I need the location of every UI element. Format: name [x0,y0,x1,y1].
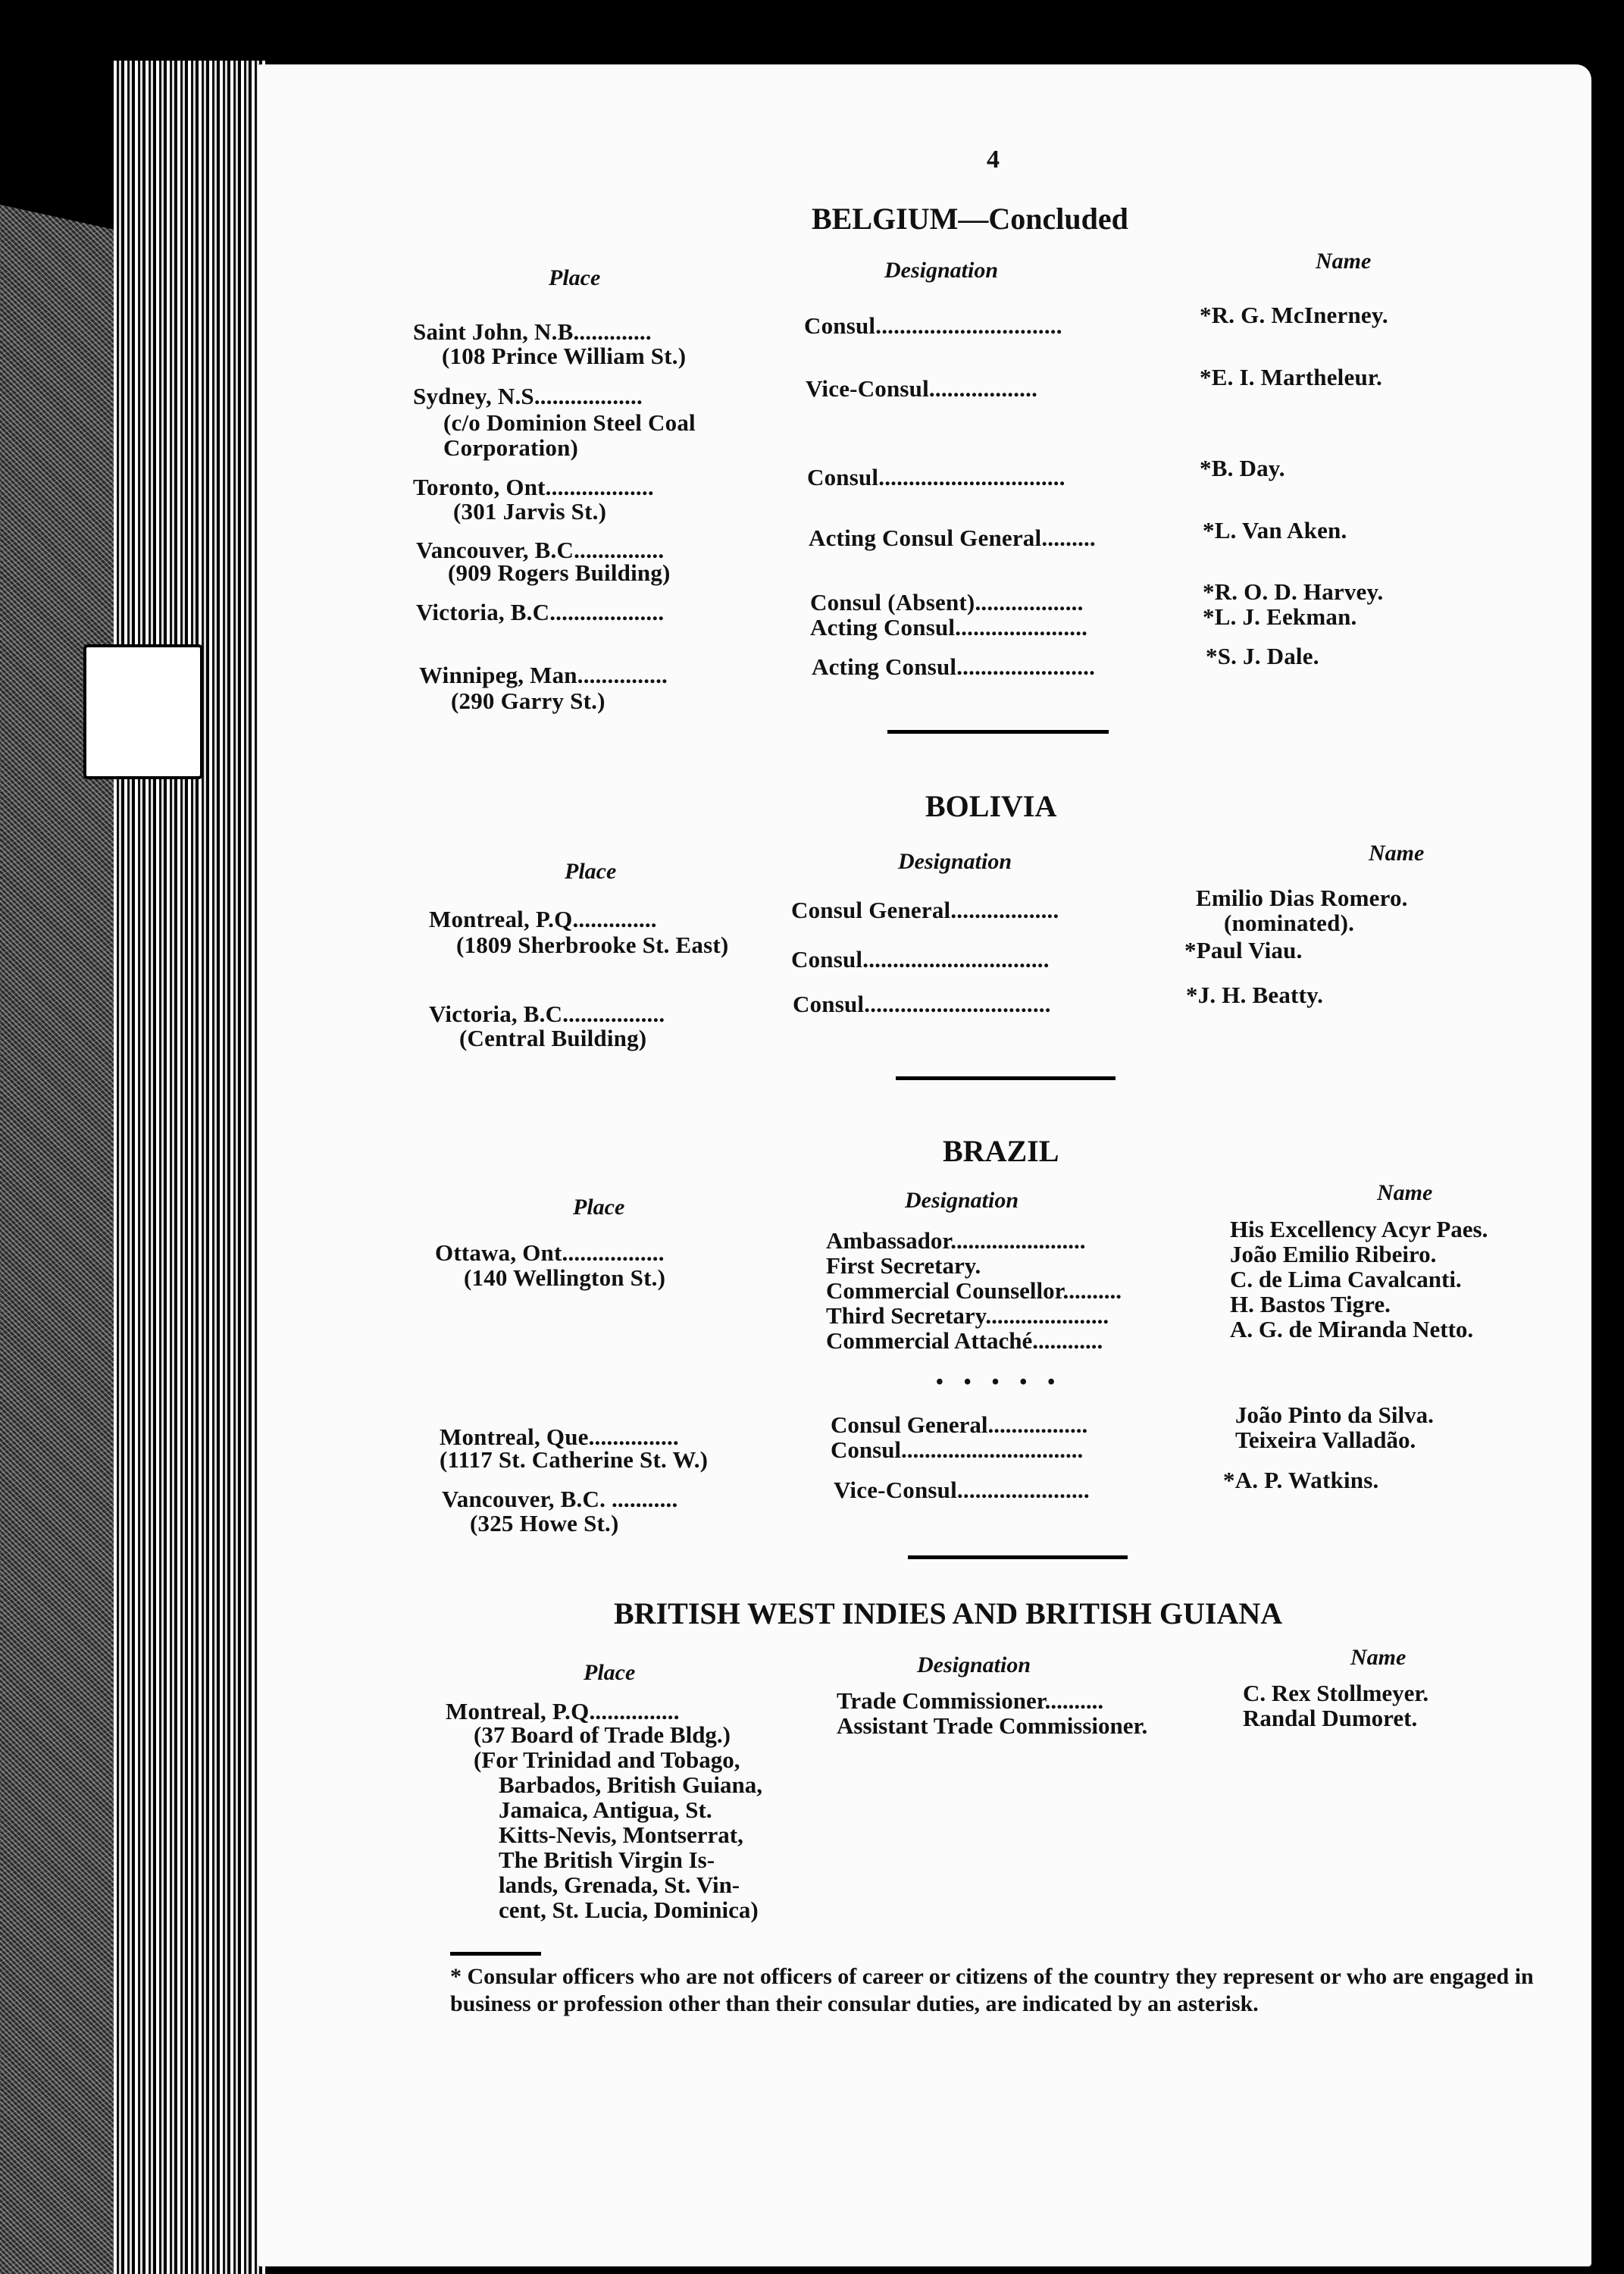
col-head-name: Name [1316,249,1372,274]
address: (1809 Sherbrooke St. East) [456,932,729,958]
address: (909 Rogers Building) [448,559,671,586]
designation: Vice-Consul.................. [806,375,1038,402]
designation: Trade Commissioner.......... [837,1687,1104,1714]
designation: Commercial Attaché............ [826,1327,1103,1354]
section-title-belgium: BELGIUM—Concluded [812,202,1128,236]
book-binding [114,61,265,2274]
name: A. G. de Miranda Netto. [1230,1316,1474,1342]
designation: Vice-Consul...................... [834,1477,1090,1503]
page-number: 4 [987,146,1000,174]
place: Vancouver, B.C. ........... [442,1486,678,1512]
address-line: lands, Grenada, St. Vin- [499,1872,740,1898]
place: Victoria, B.C................... [416,599,665,625]
name: His Excellency Acyr Paes. [1230,1216,1488,1242]
name: C. Rex Stollmeyer. [1243,1680,1429,1706]
address: (1117 St. Catherine St. W.) [440,1446,709,1473]
designation: Acting Consul....................... [812,653,1096,680]
name: João Emilio Ribeiro. [1230,1241,1437,1267]
address: (325 Howe St.) [470,1510,619,1536]
place: Ottawa, Ont................. [435,1239,665,1266]
place: Saint John, N.B............. [413,318,652,345]
name: *S. J. Dale. [1206,643,1319,669]
name: *J. H. Beatty. [1186,982,1324,1008]
designation: Ambassador....................... [826,1227,1086,1254]
name: *A. P. Watkins. [1223,1467,1379,1493]
section-divider [908,1555,1128,1559]
name: (nominated). [1224,910,1355,936]
address: (108 Prince William St.) [442,343,687,369]
place: Winnipeg, Man............... [419,662,668,688]
footnote-rule [450,1952,541,1956]
place: Vancouver, B.C............... [416,537,665,563]
col-head-name: Name [1377,1180,1433,1205]
address: (140 Wellington St.) [464,1264,666,1291]
name-list [1235,1402,1434,1452]
section-divider [896,1076,1116,1080]
place: Toronto, Ont.................. [413,474,654,500]
name: *E. I. Martheleur. [1200,364,1382,390]
name: Emilio Dias Romero. [1196,885,1408,911]
address-line: The British Virgin Is- [499,1846,715,1873]
name: *R. O. D. Harvey. [1203,578,1384,605]
designation: Consul............................... [804,312,1062,339]
section-divider [887,730,1109,734]
name: Randal Dumoret. [1243,1705,1418,1731]
col-head-name: Name [1369,841,1425,866]
address-line: Barbados, British Guiana, [499,1771,762,1798]
col-head-place: Place [549,265,601,290]
designation: Consul............................... [793,991,1051,1017]
designation: Commercial Counsellor.......... [826,1277,1122,1304]
designation: Third Secretary..................... [826,1302,1109,1329]
designation: Acting Consul...................... [810,614,1088,641]
address-line: Kitts-Nevis, Montserrat, [499,1821,743,1848]
address: Corporation) [443,434,579,461]
footnote: * Consular officers who are not officers of career or citizens of the country they represent or who are engaged in business or profession other than their consular duties, are indicated by an asterisk. [450,1964,1534,2016]
separator-dots: • • • • • [936,1370,1063,1394]
name: *L. Van Aken. [1203,517,1347,543]
address: (301 Jarvis St.) [453,498,607,525]
designation: First Secretary. [826,1252,981,1279]
place: Montreal, P.Q.............. [429,906,657,932]
page-tab [83,644,203,779]
address-line: cent, St. Lucia, Dominica) [499,1897,759,1923]
address-line: (37 Board of Trade Bldg.) [474,1721,731,1748]
name: *L. J. Eekman. [1203,603,1357,630]
name: *Paul Viau. [1184,937,1303,963]
designation: Acting Consul General......... [809,525,1096,551]
place: Montreal, P.Q............... [446,1698,680,1724]
col-head-designation: Designation [905,1188,1019,1213]
designation-list [837,1688,1147,1738]
name: *R. G. McInerney. [1200,302,1388,328]
section-title-bwi: BRITISH WEST INDIES AND BRITISH GUIANA [614,1596,1283,1630]
place: Sydney, N.S.................. [413,383,643,409]
col-head-name: Name [1350,1645,1407,1670]
designation: Consul............................... [807,464,1065,490]
designation: Consul General.................. [791,897,1059,923]
designation-list [831,1412,1087,1462]
name: João Pinto da Silva. [1235,1402,1434,1428]
address: (290 Garry St.) [451,688,605,714]
col-head-place: Place [573,1195,625,1220]
designation: Consul (Absent).................. [810,589,1084,615]
col-head-designation: Designation [917,1652,1031,1677]
address: (Central Building) [459,1025,647,1051]
designation: Assistant Trade Commissioner. [837,1712,1148,1739]
name: Teixeira Valladão. [1235,1427,1416,1453]
address: (c/o Dominion Steel Coal [443,409,696,436]
name: H. Bastos Tigre. [1230,1291,1391,1317]
designation: Consul General................. [831,1411,1088,1438]
address-line: (For Trinidad and Tobago, [474,1746,740,1773]
name-list [1230,1217,1488,1342]
address-line: Jamaica, Antigua, St. [499,1796,712,1823]
designation-list [826,1228,1122,1353]
place: Montreal, Que............... [440,1424,679,1450]
col-head-designation: Designation [884,258,999,283]
section-title-brazil: BRAZIL [943,1134,1059,1168]
designation: Consul............................... [791,946,1050,973]
col-head-designation: Designation [898,849,1012,874]
address-block [474,1722,762,1922]
place: Victoria, B.C................. [429,1001,665,1027]
section-title-bolivia: BOLIVIA [925,789,1057,823]
designation: Consul............................... [831,1436,1084,1463]
col-head-place: Place [584,1660,636,1685]
name: *B. Day. [1200,455,1285,481]
name: C. de Lima Cavalcanti. [1230,1266,1462,1292]
col-head-place: Place [565,859,617,884]
name-list [1243,1680,1428,1731]
